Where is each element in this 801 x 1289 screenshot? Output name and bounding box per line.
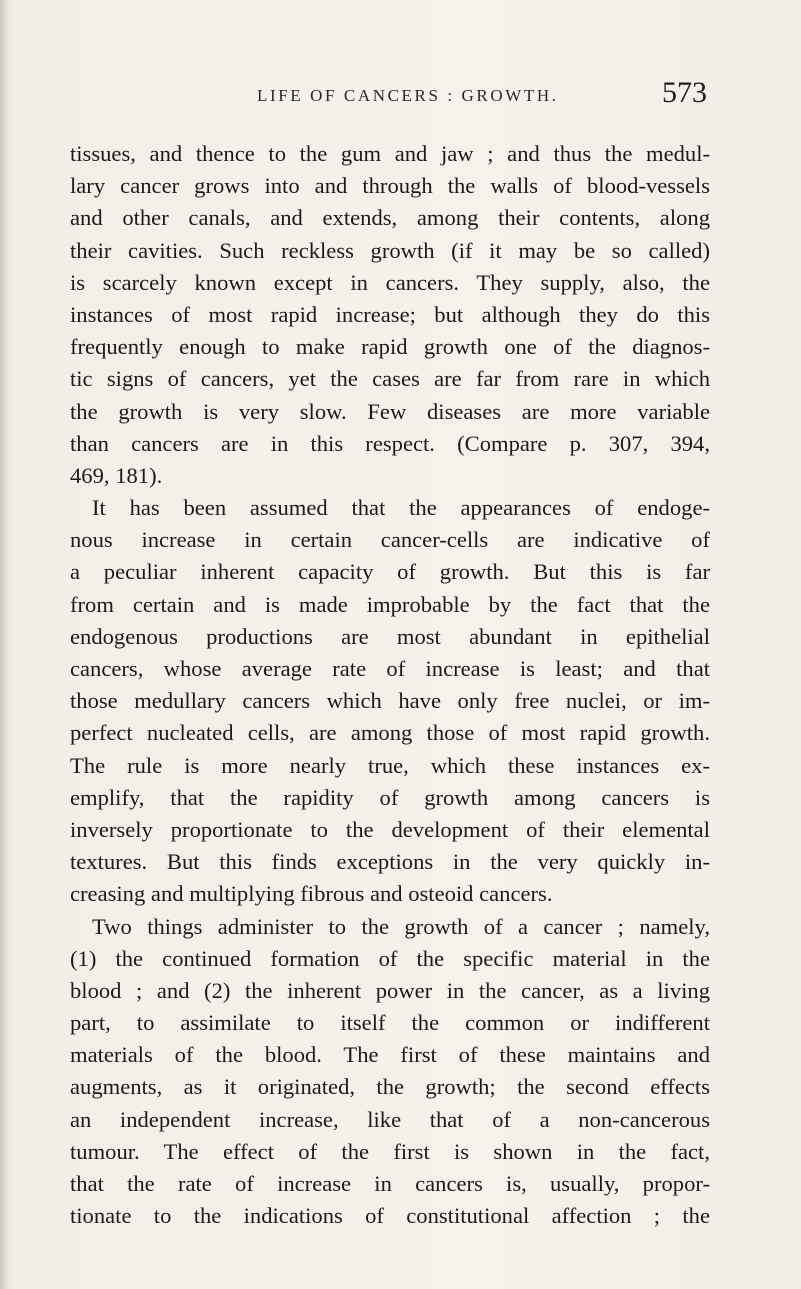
text-line: tionate to the indications of constitutional affection ; the bbox=[70, 1203, 710, 1229]
text-line: the growth is very slow. Few diseases are more variable bbox=[70, 398, 710, 424]
running-title: LIFE OF CANCERS : GROWTH. bbox=[257, 86, 559, 105]
text-line: emplify, that the rapidity of growth among cancers is bbox=[70, 784, 710, 810]
text-line: lary cancer grows into and through the walls of blood-vessels bbox=[70, 173, 710, 199]
paragraph-1 bbox=[70, 138, 710, 492]
text-line: inversely proportionate to the development of their elemental bbox=[70, 816, 710, 842]
text-line: from certain and is made improbable by the fact that the bbox=[70, 591, 710, 617]
page-number: 573 bbox=[662, 76, 707, 109]
text-line: creasing and multiplying fibrous and osteoid cancers. bbox=[70, 881, 553, 907]
text-line: and other canals, and extends, among their contents, along bbox=[70, 205, 710, 231]
text-line: part, to assimilate to itself the common or indifferent bbox=[70, 1010, 710, 1036]
text-line: is scarcely known except in cancers. They supply, also, the bbox=[70, 269, 710, 295]
body-text bbox=[70, 138, 710, 1232]
text-line: textures. But this finds exceptions in the very quickly in- bbox=[70, 849, 710, 875]
text-line: than cancers are in this respect. (Compare p. 307, 394, bbox=[70, 430, 710, 456]
text-line: (1) the continued formation of the specific material in the bbox=[70, 945, 710, 971]
text-line: tissues, and thence to the gum and jaw ; and thus the medul- bbox=[70, 141, 710, 166]
text-line: a peculiar inherent capacity of growth. But this is far bbox=[70, 559, 710, 585]
text-line: instances of most rapid increase; but although they do this bbox=[70, 301, 710, 327]
text-line: cancers, whose average rate of increase is least; and that bbox=[70, 656, 710, 681]
text-line: those medullary cancers which have only free nuclei, or im- bbox=[70, 688, 710, 714]
text-line: that the rate of increase in cancers is, usually, propor- bbox=[70, 1171, 710, 1196]
text-line: an independent increase, like that of a non-cancerous bbox=[70, 1106, 710, 1132]
paragraph-3 bbox=[70, 911, 710, 1233]
text-line: materials of the blood. The first of these maintains and bbox=[70, 1042, 710, 1068]
paragraph-2 bbox=[70, 492, 710, 910]
text-line: endogenous productions are most abundant in epithelial bbox=[70, 623, 710, 649]
text-line: perfect nucleated cells, are among those of most rapid growth. bbox=[70, 720, 710, 746]
text-line: frequently enough to make rapid growth one of the diagnos- bbox=[70, 334, 710, 360]
spine-shadow bbox=[0, 0, 8, 1289]
text-line: tic signs of cancers, yet the cases are far from rare in which bbox=[70, 366, 710, 392]
text-line: It has been assumed that the appearances of endoge- bbox=[92, 495, 710, 521]
text-line: The rule is more nearly true, which these instances ex- bbox=[70, 752, 710, 778]
text-line: 469, 181). bbox=[70, 462, 163, 488]
text-line: nous increase in certain cancer-cells are indicative of bbox=[70, 527, 710, 553]
text-line: blood ; and (2) the inherent power in the cancer, as a living bbox=[70, 977, 710, 1003]
text-line: Two things administer to the growth of a cancer ; namely, bbox=[92, 913, 710, 939]
text-line: their cavities. Such reckless growth (if it may be so called) bbox=[70, 237, 710, 263]
running-head bbox=[0, 76, 801, 116]
text-line: augments, as it originated, the growth; the second effects bbox=[70, 1074, 710, 1100]
text-line: tumour. The effect of the first is shown in the fact, bbox=[70, 1138, 710, 1164]
